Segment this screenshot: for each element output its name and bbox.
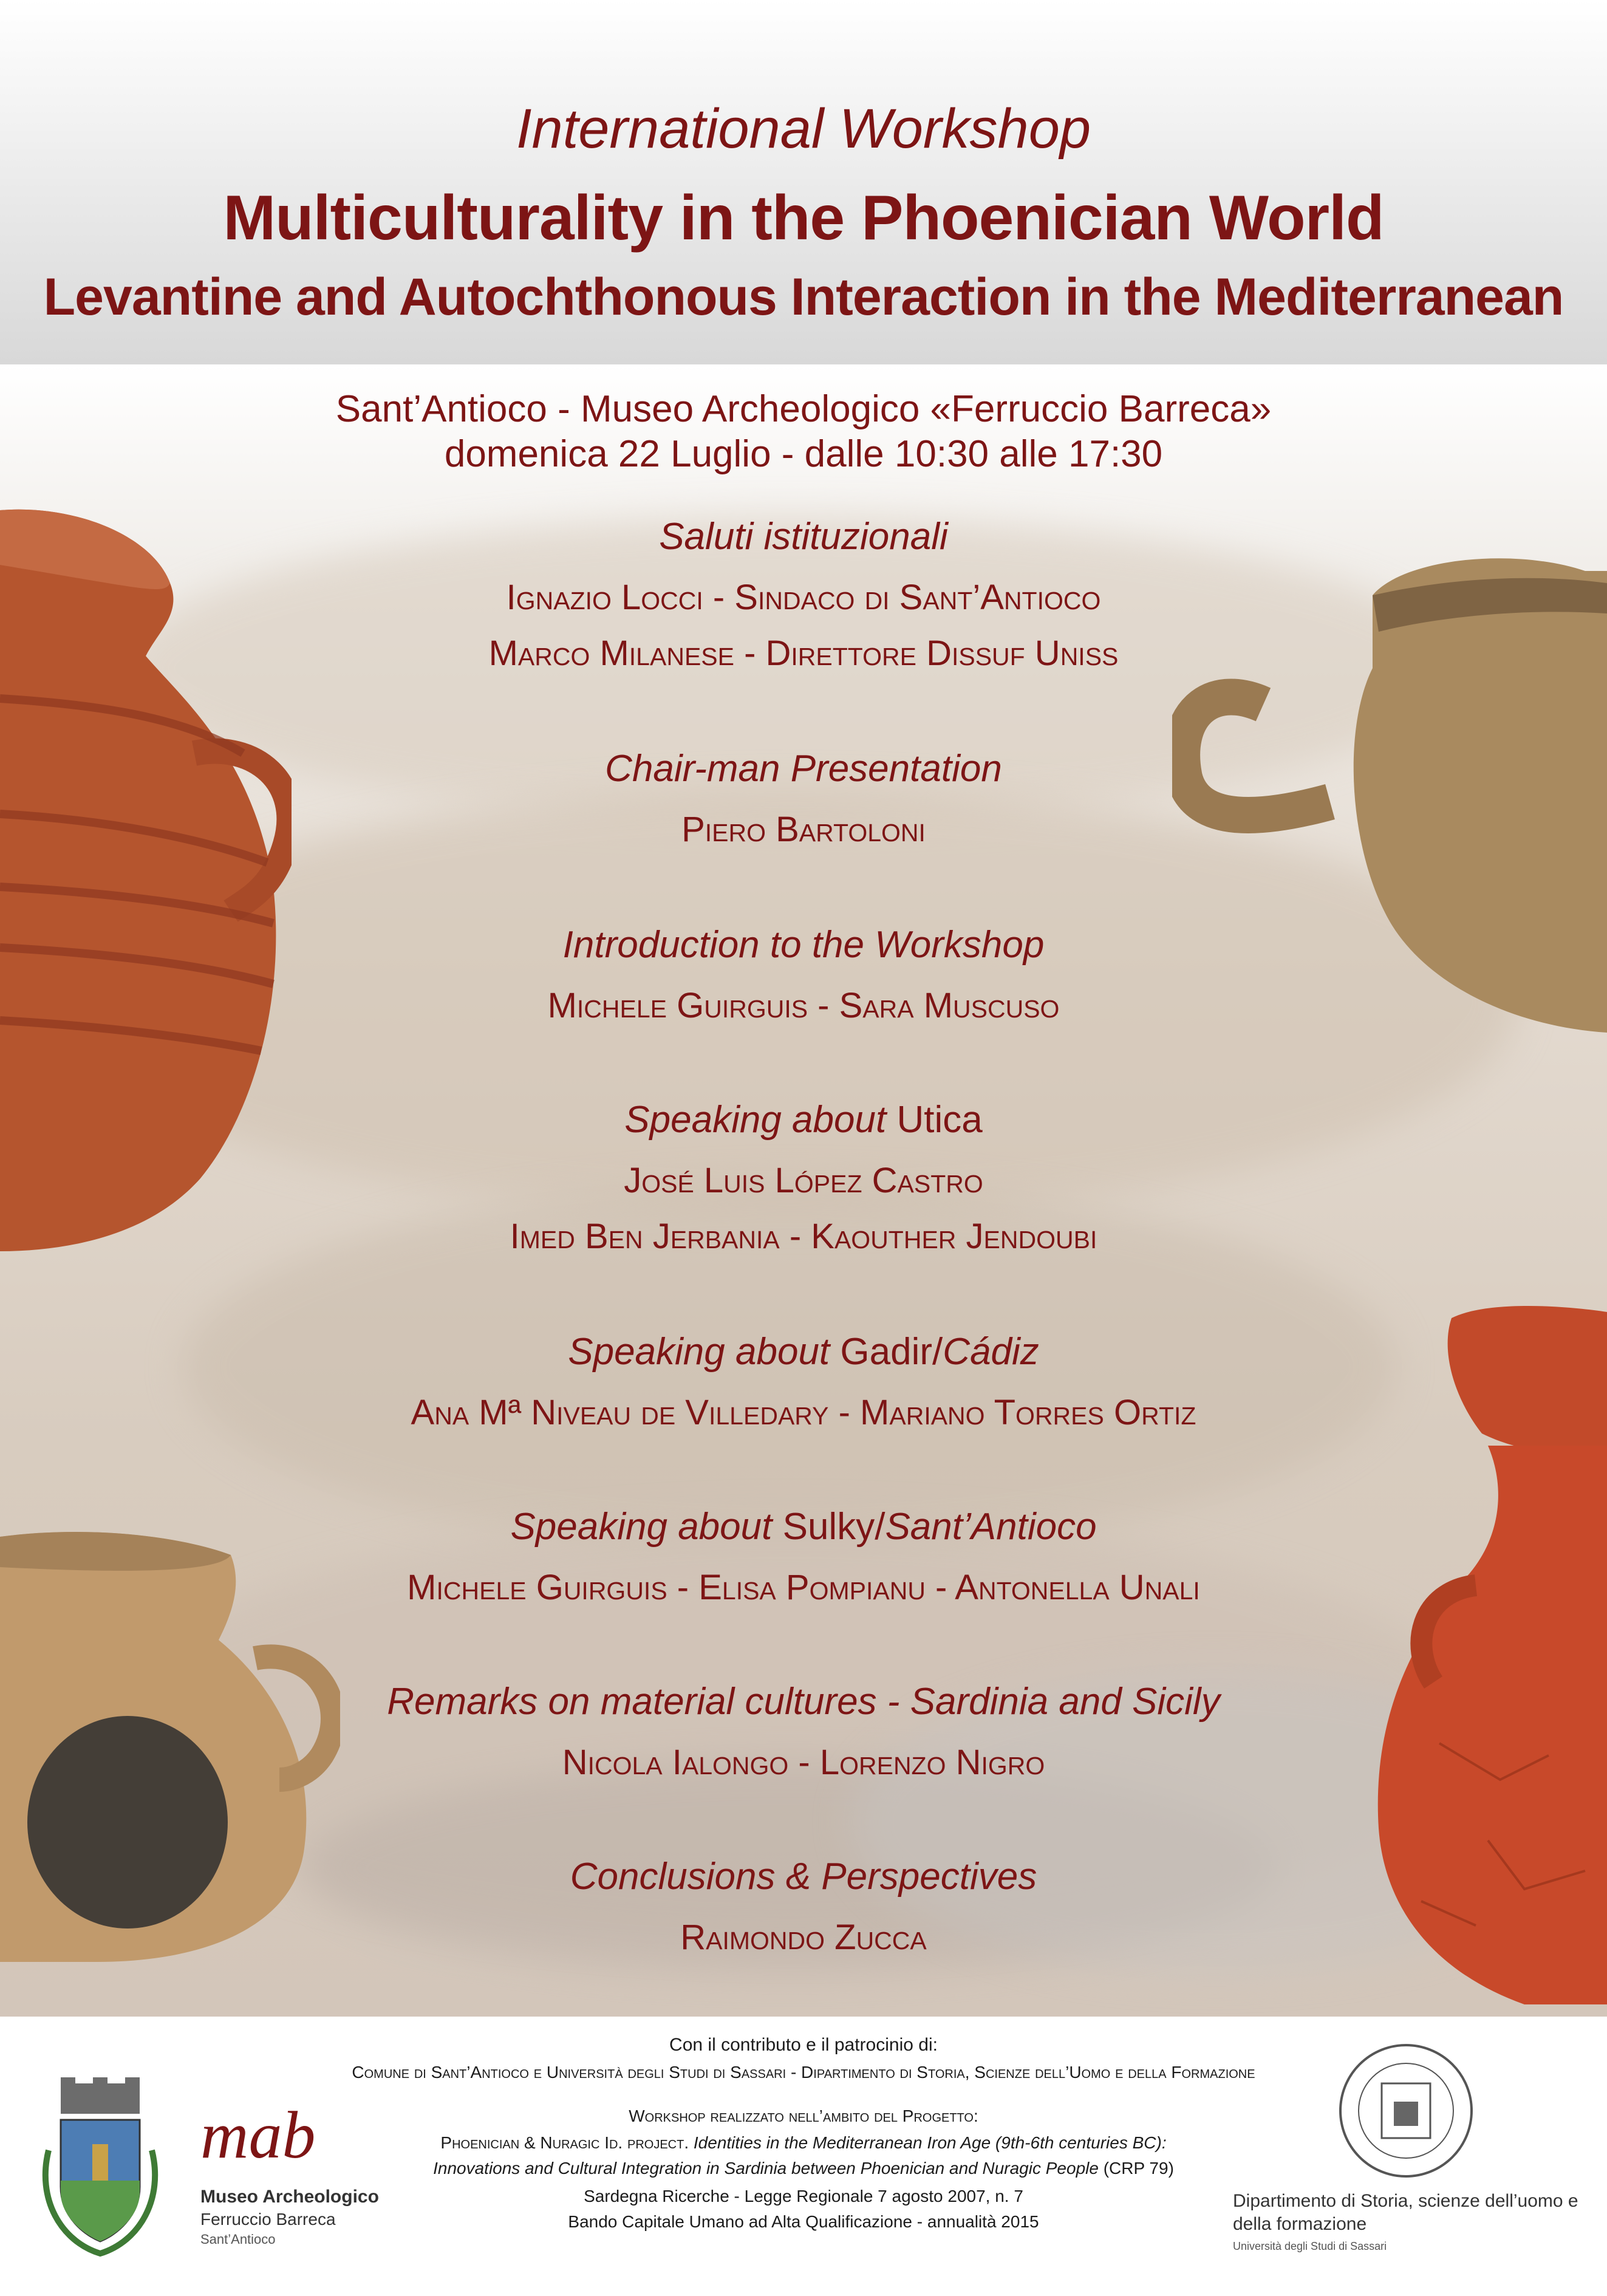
speaker-line: Imed Ben Jerbania - Kaouther Jendoubi bbox=[510, 1217, 1097, 1256]
footer-law: Sardegna Ricerche - Legge Regionale 7 agosto 2007, n. 7 bbox=[584, 2187, 1023, 2205]
venue-place: Sant’Antioco - Museo Archeologico «Ferruccio Barreca» bbox=[335, 388, 1272, 430]
workshop-subtitle: Levantine and Autochthonous Interaction in the Mediterranean bbox=[43, 268, 1564, 326]
section-title-utica bbox=[0, 1098, 1607, 1141]
section-place: Utica bbox=[896, 1099, 983, 1141]
project-code: (CRP 79) bbox=[1103, 2159, 1174, 2178]
department-sub: Università degli Studi di Sassari bbox=[1233, 2240, 1387, 2252]
footer-bando: Bando Capitale Umano ad Alta Qualificazione - annualità 2015 bbox=[568, 2212, 1039, 2231]
speaker-line: Michele Guirguis - Elisa Pompianu - Antonella Unali bbox=[407, 1568, 1200, 1607]
department-name: Dipartimento di Storia, scienze dell’uomo e della formazione bbox=[1233, 2191, 1578, 2234]
section-title-gadir bbox=[0, 1330, 1607, 1373]
speaker-line: Marco Milanese - Direttore Dissuf Uniss bbox=[488, 634, 1119, 673]
section-title-text: Speaking about bbox=[510, 1506, 773, 1548]
section-title-text: Speaking about bbox=[624, 1099, 887, 1141]
section-title-text: Speaking about bbox=[568, 1331, 830, 1373]
project-title: Identities in the Mediterranean Iron Age (9th-6th centuries BC): bbox=[693, 2133, 1167, 2152]
venue-date: domenica 22 Luglio - dalle 10:30 alle 17:30 bbox=[444, 433, 1163, 475]
speaker-line: Michele Guirguis - Sara Muscuso bbox=[547, 986, 1060, 1025]
museum-place: Sant’Antioco bbox=[200, 2232, 276, 2247]
coat-of-arms-icon bbox=[36, 2077, 164, 2260]
speaker-line: Ignazio Locci - Sindaco di Sant’Antioco bbox=[506, 578, 1101, 617]
speaker-line: Raimondo Zucca bbox=[680, 1918, 927, 1957]
speaker-line: Ana Mª Niveau de Villedary - Mariano Torres Ortiz bbox=[411, 1393, 1196, 1432]
section-title-welcome: Saluti istituzionali bbox=[659, 516, 948, 558]
footer bbox=[0, 2017, 1607, 2296]
footer-patrons: Comune di Sant’Antioco e Università degli Studi di Sassari - Dipartimento di Storia, Scienze dell’Uomo e della Formazione bbox=[352, 2063, 1255, 2082]
section-place-alt: Cádiz bbox=[943, 1331, 1039, 1373]
museum-logo: mab bbox=[200, 2098, 316, 2172]
speaker-line: Nicola Ialongo - Lorenzo Nigro bbox=[562, 1743, 1045, 1782]
section-title-conclusions: Conclusions & Perspectives bbox=[570, 1856, 1037, 1898]
university-seal-icon bbox=[1336, 2041, 1476, 2181]
section-title-chair: Chair-man Presentation bbox=[605, 748, 1002, 790]
museum-name: Museo Archeologico bbox=[200, 2187, 379, 2207]
header-band bbox=[0, 0, 1607, 364]
workshop-kicker: International Workshop bbox=[516, 98, 1091, 160]
section-place: Gadir/ bbox=[840, 1331, 943, 1373]
section-title-sulky bbox=[0, 1505, 1607, 1548]
section-place: Sulky/ bbox=[782, 1506, 885, 1548]
museum-sub: Ferruccio Barreca bbox=[200, 2210, 336, 2229]
footer-workshop-note: Workshop realizzato nell’ambito del Progetto: bbox=[629, 2106, 978, 2125]
project-subtitle: Innovations and Cultural Integration in Sardinia between Phoenician and Nuragic People bbox=[433, 2159, 1099, 2178]
footer-contrib: Con il contributo e il patrocinio di: bbox=[669, 2035, 938, 2055]
speaker-line: Piero Bartoloni bbox=[681, 810, 926, 849]
project-name: Phoenician & Nuragic Id. project. bbox=[440, 2133, 689, 2152]
section-title-remarks: Remarks on material cultures - Sardinia and Sicily bbox=[387, 1681, 1220, 1723]
section-place-alt: Sant’Antioco bbox=[885, 1506, 1097, 1548]
workshop-title: Multiculturality in the Phoenician World bbox=[223, 183, 1384, 253]
section-title-introduction: Introduction to the Workshop bbox=[562, 924, 1045, 966]
speaker-line: José Luis López Castro bbox=[624, 1161, 983, 1200]
